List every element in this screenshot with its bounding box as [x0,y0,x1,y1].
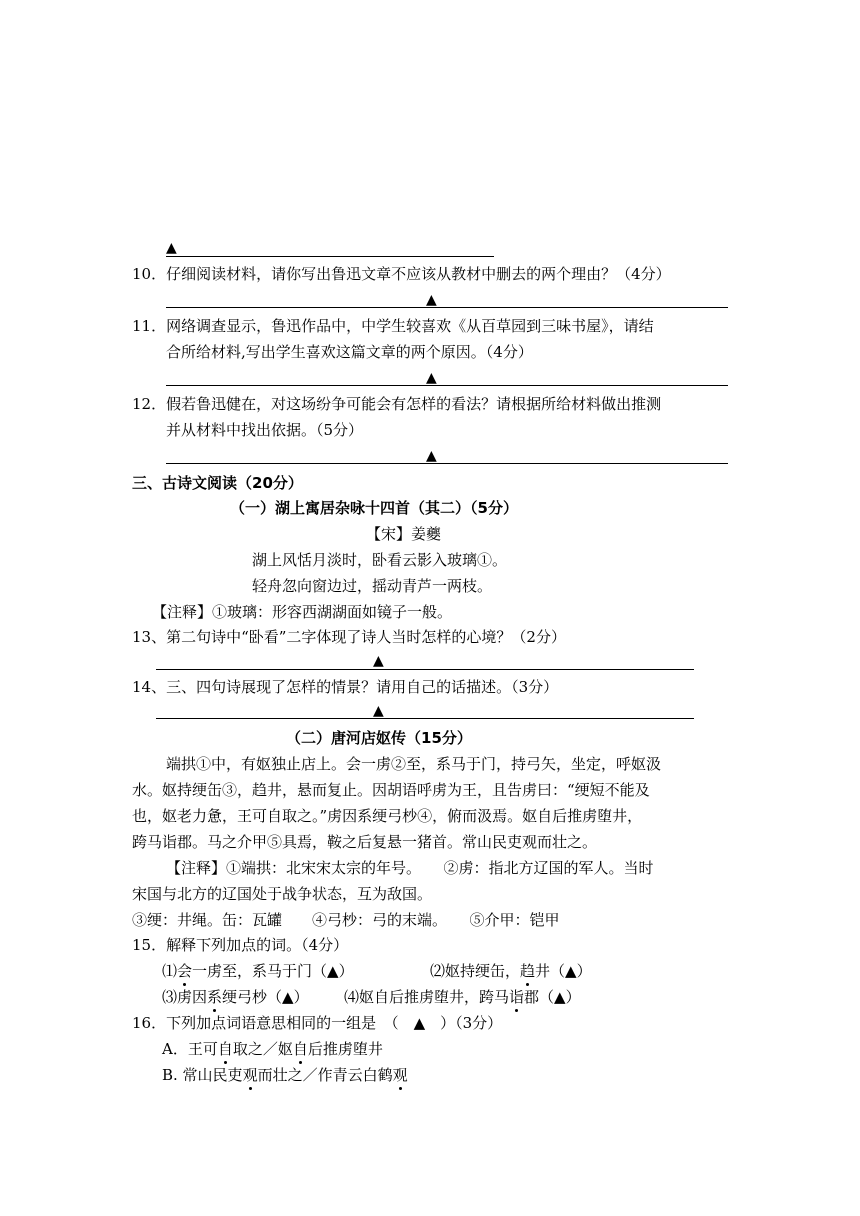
dotted-word: 自 [292,1040,308,1058]
poem-line-1: 湖上风恬月淡时，卧看云影入玻璃①。 [252,551,508,569]
item-text: 一虏至，系马于门（▲） [192,962,354,980]
dotted-word: 系 [207,988,223,1006]
question-13: 13、第二句诗中“卧看”二字体现了诗人当时怎样的心境？（2分） [132,628,566,646]
answer-line [166,463,728,464]
option-text: B. 常山民吏 [162,1066,243,1084]
question-11-line2: 合所给材料,写出学生喜欢这篇文章的两个原因。（4分） [166,343,533,361]
question-14: 14、三、四句诗展现了怎样的情景？请用自己的话描述。（3分） [132,678,559,696]
question-15-item-2 [430,961,592,981]
question-15-item-1 [162,961,354,981]
item-text: ⑷妪自后推虏堕井，跨马 [344,988,510,1006]
answer-line [166,385,728,386]
dotted-word: 自 [217,1040,233,1058]
question-12-line2: 并从材料中找出依据。（5分） [166,421,364,439]
answer-line [166,307,728,308]
prose-line: 跨马诣郡。马之介甲⑤具焉，鞍之后复悬一猪首。常山民吏观而壮之。 [132,833,598,851]
option-text: 取之／妪 [232,1040,293,1058]
answer-line [156,669,694,670]
section-heading: 三、古诗文阅读（20分） [132,474,303,492]
answer-mark: ▲ [426,448,437,464]
item-text: 郡（▲） [524,988,581,1006]
question-15-item-4 [344,987,581,1007]
item-text: ⑵妪持绠缶， [430,962,521,980]
dotted-word: 观 [392,1066,408,1084]
answer-mark: ▲ [426,370,437,386]
answer-line [166,256,494,257]
dotted-word: 会 [177,962,193,980]
poem-note: 【注释】①玻璃：形容西湖湖面如镜子一般。 [152,603,453,621]
question-16: 16．下列加点词语意思相同的一组是 （ ▲ ）（3分） [132,1014,503,1032]
item-text: 绠弓杪（▲） [222,988,309,1006]
question-12-line1: 12．假若鲁迅健在，对这场纷争可能会有怎样的看法？请根据所给材料做出推测 [132,395,662,413]
option-text: A．王可 [162,1040,218,1058]
poem-title: （一）湖上寓居杂咏十四首（其二）（5分） [230,499,518,517]
answer-mark: ▲ [166,240,177,256]
prose-line: 水。妪持绠缶③，趋井，悬而复止。因胡语呼虏为王，且告虏曰：“绠短不能及 [132,781,650,799]
dotted-word: 趋 [520,962,536,980]
prose-title: （二）唐河店妪传（15分） [286,729,472,747]
prose-note: 【注释】①端拱：北宋宋太宗的年号。 ②虏：指北方辽国的军人。当时 [166,859,654,877]
option-text: 而壮之／作青云白鹤 [257,1066,393,1084]
question-15-item-3 [162,987,309,1007]
poem-author: 【宋】姜夔 [366,525,442,543]
prose-line: 端拱①中，有妪独止店上。会一虏②至，系马于门，持弓矢，坐定，呼妪汲 [166,755,662,773]
item-text: ⑴ [162,962,178,980]
answer-line [156,718,694,719]
question-10: 10．仔细阅读材料，请你写出鲁迅文章不应该从教材中删去的两个理由？（4分） [132,265,671,283]
prose-note: 宋国与北方的辽国处于战争状态，互为敌国。 [132,885,433,903]
prose-line: 也，妪老力惫，王可自取之。”虏因系绠弓杪④，俯而汲焉。妪自后推虏堕井， [132,807,643,825]
question-16-option-b [162,1065,408,1085]
prose-note: ③绠：井绳。缶：瓦罐 ④弓杪：弓的末端。 ⑤介甲：铠甲 [132,911,560,929]
dotted-word: 诣 [509,988,525,1006]
question-15: 15．解释下列加点的词。（4分） [132,936,349,954]
item-text: ⑶虏因 [162,988,208,1006]
question-11-line1: 11．网络调查显示，鲁迅作品中，中学生较喜欢《从百草园到三味书屋》，请结 [132,317,654,335]
item-text: 井（▲） [535,962,592,980]
answer-mark: ▲ [426,292,437,308]
answer-mark: ▲ [373,653,384,669]
option-text: 后推虏堕井 [307,1040,383,1058]
question-16-option-a [162,1039,383,1059]
answer-mark: ▲ [373,703,384,719]
poem-line-2: 轻舟忽向窗边过，摇动青芦一两枝。 [252,577,493,595]
dotted-word: 观 [242,1066,258,1084]
